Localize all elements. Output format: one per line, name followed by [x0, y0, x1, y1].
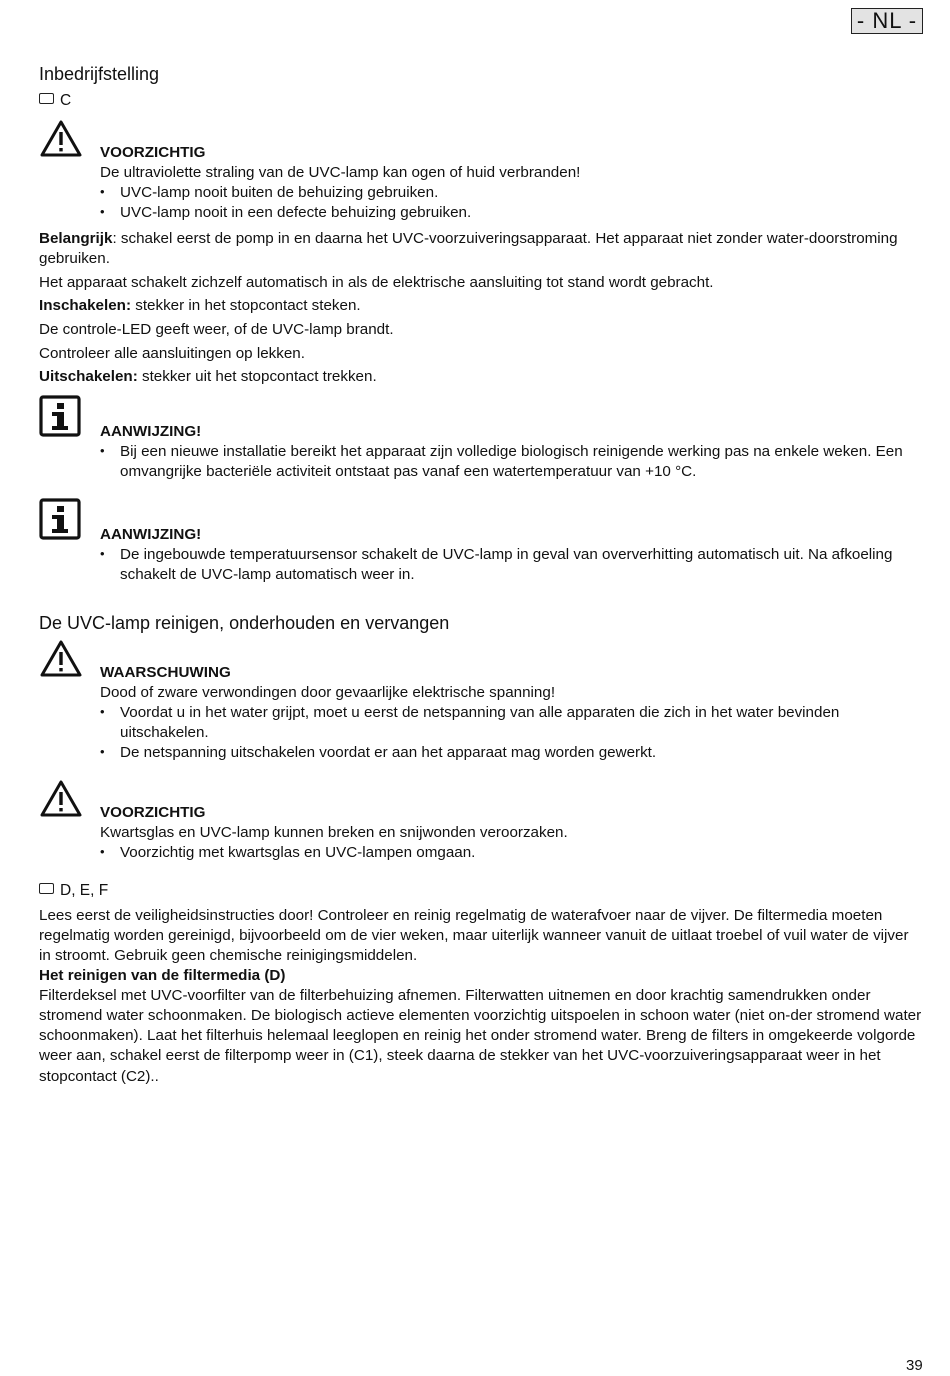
notice-title: AANWIJZING!	[100, 423, 202, 440]
warning-triangle-icon	[39, 778, 83, 820]
notice-title: VOORZICHTIG	[100, 144, 206, 161]
cleaning-section	[39, 906, 922, 1087]
notice-bullets	[100, 183, 922, 223]
notice-bullets	[100, 545, 922, 585]
important-paragraph	[39, 229, 922, 269]
switch-off-label: Uitschakelen:	[39, 368, 138, 386]
switch-off-paragraph	[39, 367, 922, 387]
important-text: : schakel eerst de pomp in en daarna het UVC-voorzuiveringsapparaat. Het apparaat niet zonder water-doorstroming gebruiken.	[39, 230, 898, 268]
figure-reference	[39, 881, 108, 901]
caution-notice-uv	[100, 143, 922, 223]
subheading-cleaning: Het reinigen van de filtermedia (D)	[39, 967, 286, 985]
list-item: • De netspanning uitschakelen voordat er aan het apparaat mag worden gewerkt.	[100, 743, 922, 763]
auto-switch-paragraph: Het apparaat schakelt zichzelf automatisch in als de elektrische aansluiting tot stand wordt gebracht.	[39, 273, 714, 291]
check-leaks-paragraph: Controleer alle aansluitingen op lekken.	[39, 344, 305, 362]
notice-title: AANWIJZING!	[100, 526, 202, 543]
figure-reference	[39, 91, 71, 111]
operation-instructions	[39, 229, 922, 391]
list-item: • Voorzichtig met kwartsglas en UVC-lampen omgaan.	[100, 843, 922, 863]
important-label: Belangrijk	[39, 230, 113, 247]
figure-reference-label: C	[60, 92, 72, 109]
notice-bullets	[100, 442, 922, 482]
notice-text: Kwartsglas en UVC-lamp kunnen breken en snijwonden veroorzaken.	[100, 824, 568, 842]
switch-on-paragraph	[39, 296, 922, 316]
cleaning-paragraph: Filterdeksel met UVC-voorfilter van de filterbehuizing afnemen. Filterwatten uitnemen en door krachtig samendrukken onder stromend water schoonmaken. De biologisch actieve elementen voorzichtig uitspoelen in schoon water (niet on-der stromend water schoonmaken). Laat het filterhuis helemaal leeglopen en reinig het onder stromend water. Breng de filters in omgekeerde volgorde weer aan, schakel eerst de filterpomp weer in (C1), steek daarna de stekker van het UVC-voorzuiveringsapparaat weer in het stopcontact (C2)..	[39, 987, 922, 1085]
switch-on-label: Inschakelen:	[39, 297, 132, 315]
led-paragraph: De controle-LED geeft weer, of de UVC-lamp brandt.	[39, 321, 394, 339]
warning-triangle-icon	[39, 118, 83, 160]
note-notice-biology	[100, 422, 922, 482]
language-badge: - NL -	[851, 8, 923, 34]
figure-reference-label: D, E, F	[60, 882, 109, 899]
warning-triangle-icon	[39, 638, 83, 680]
notice-bullets	[100, 703, 922, 763]
switch-off-text: stekker uit het stopcontact trekken.	[137, 368, 377, 386]
notice-title: VOORZICHTIG	[100, 804, 206, 821]
list-item: • UVC-lamp nooit buiten de behuizing gebruiken.	[100, 183, 922, 203]
notice-text: De ultraviolette straling van de UVC-lamp kan ogen of huid verbranden!	[100, 164, 581, 182]
list-item: • Voordat u in het water grijpt, moet u eerst de netspanning van alle apparaten die zich in het water bevinden uitschakelen.	[100, 703, 922, 743]
page-number: 39	[906, 1357, 923, 1374]
info-icon	[39, 498, 83, 540]
notice-bullets	[100, 843, 922, 863]
section-heading-commissioning: Inbedrijfstelling	[39, 64, 160, 84]
warning-notice-voltage	[100, 663, 922, 763]
figure-box-icon	[39, 883, 54, 894]
list-item: • Bij een nieuwe installatie bereikt het apparaat zijn volledige biologisch reinigende werking pas na enkele weken. Een omvangrijke bacteriële activiteit ontstaat pas vanaf een watertemperatuur van +10 °C.	[100, 442, 922, 482]
figure-box-icon	[39, 93, 54, 104]
intro-paragraph: Lees eerst de veiligheidsinstructies door! Controleer en reinig regelmatig de waterafvoer naar de vijver. De filtermedia moeten regelmatig worden gereinigd, bijvoorbeeld om de vier weken, maar uiterlijk wanneer vanuit de uitlaat troebel of vuil water de vijver in stroomt. Gebruik geen chemische reinigingsmiddelen.	[39, 907, 909, 965]
notice-text: Dood of zware verwondingen door gevaarlijke elektrische spanning!	[100, 684, 556, 702]
section-heading-maintenance: De UVC-lamp reinigen, onderhouden en vervangen	[39, 613, 450, 633]
switch-on-text: stekker in het stopcontact steken.	[131, 297, 361, 315]
list-item: • UVC-lamp nooit in een defecte behuizing gebruiken.	[100, 203, 922, 223]
info-icon	[39, 395, 83, 437]
list-item: • De ingebouwde temperatuursensor schakelt de UVC-lamp in geval van oververhitting automatisch uit. Na afkoeling schakelt de UVC-lamp automatisch weer in.	[100, 545, 922, 585]
caution-notice-quartz	[100, 803, 922, 863]
notice-title: WAARSCHUWING	[100, 664, 231, 681]
note-notice-sensor	[100, 525, 922, 585]
